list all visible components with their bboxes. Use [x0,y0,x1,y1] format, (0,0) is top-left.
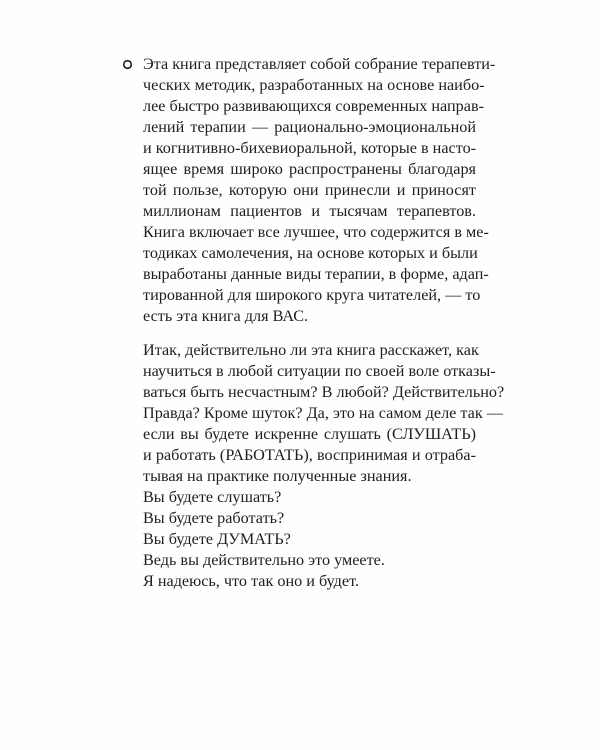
text-line: и работать (РАБОТАТЬ), воспринимая и отраба- [143,446,476,464]
text-line: и когнитивно-бихевиоральной, которые в насто- [143,139,477,157]
text-line: тодиках самолечения, на основе которых и были [143,244,478,262]
closing-line: Ведь вы действительно это умеете. [143,551,385,569]
text-line: Правда? Кроме шуток? Да, это на самом деле так — [143,404,503,422]
circle-bullet-icon [122,59,133,70]
text-line: научиться в любой ситуации по своей воле отказы- [143,362,496,380]
text-line: лений терапии — рационально-эмоциональной [143,118,476,136]
text-line: тированной для широкого круга читателей, — то [143,286,481,304]
closing-line: Вы будете слушать? [143,488,282,506]
closing-line: Вы будете работать? [143,509,285,527]
text-line: той пользе, которую они принесли и приносят [143,181,476,199]
text-line: миллионам пациентов и тысячам терапевтов. [143,202,476,220]
closing-line: Я надеюсь, что так оно и будет. [143,572,359,590]
text-line: ящее время широко распространены благодаря [143,160,476,178]
closing-line: Вы будете ДУМАТЬ? [143,530,291,548]
text-line: если вы будете искренне слушать (СЛУШАТЬ) [143,425,476,443]
text-line: ваться быть несчастным? В любой? Действительно? [143,383,505,401]
text-line: Эта книга представляет собой собрание терапевти- [143,55,496,73]
text-line-last: тывая на практике полученные знания. [143,467,412,485]
text-line: лее быстро развивающихся современных направ- [143,97,484,115]
text-line: Итак, действительно ли эта книга расскажет, как [143,341,479,359]
text-line: ческих методик, разработанных на основе наибо- [143,76,485,94]
text-line: выработаны данные виды терапии, в форме, адап- [143,265,489,283]
text-line: Книга включает все лучшее, что содержится в ме- [143,223,489,241]
text-line-last: есть эта книга для ВАС. [143,307,309,325]
